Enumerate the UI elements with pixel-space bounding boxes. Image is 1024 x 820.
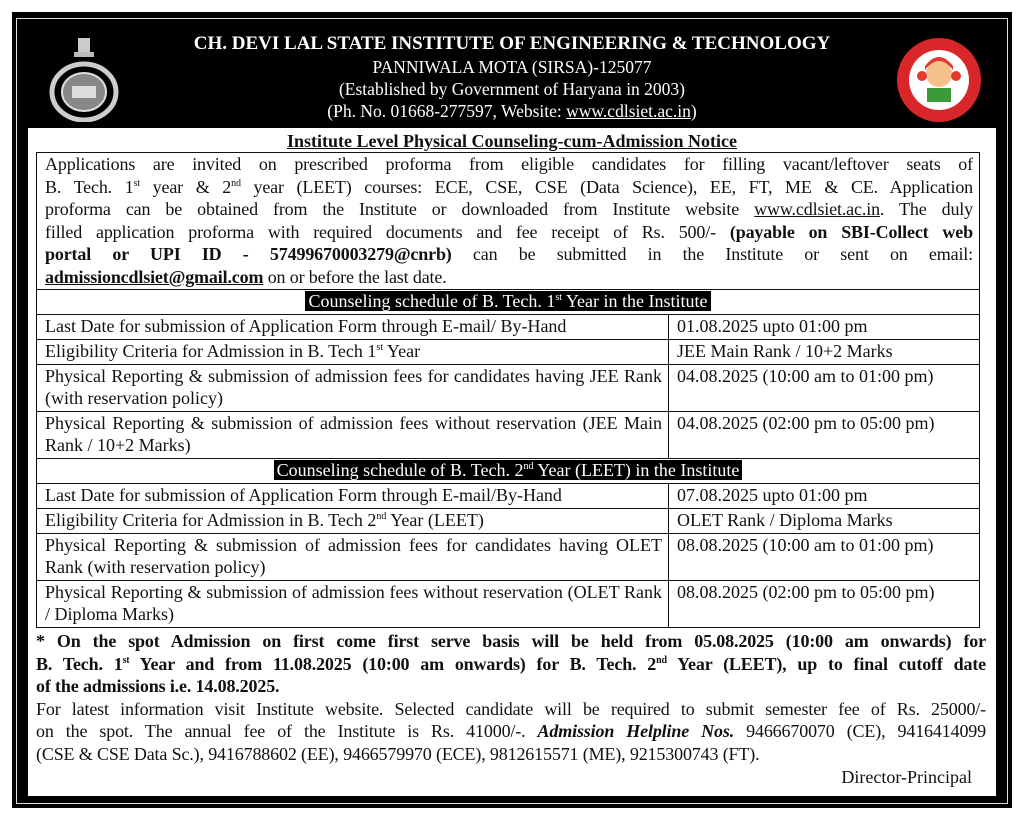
text: Year bbox=[383, 340, 421, 361]
established-note: (Established by Government of Haryana in 2003) bbox=[338, 79, 686, 99]
row-value: 08.08.2025 (10:00 am to 01:00 pm) bbox=[669, 533, 980, 580]
table-row bbox=[37, 508, 980, 533]
schedule-table bbox=[36, 289, 980, 628]
institute-address: PANNIWALA MOTA (SIRSA)-125077 bbox=[372, 57, 652, 77]
notice-box bbox=[36, 152, 980, 628]
row-value: JEE Main Rank / 10+2 Marks bbox=[669, 339, 980, 364]
spot-admission-line: * On the spot Admission on first come first serve basis will be held from 05.08.2025 (10:00 am onwards) for bbox=[36, 631, 986, 651]
text: on the spot. The annual fee of the Institute is Rs. 41000/-. bbox=[36, 721, 538, 742]
text: Year (LEET) bbox=[386, 509, 484, 530]
upi-id: portal or UPI ID - 57499670003279@cnrb) bbox=[45, 244, 452, 265]
text: 9466670070 (CE), 9416414099 bbox=[734, 721, 986, 742]
institute-header bbox=[28, 28, 996, 128]
contact-line bbox=[28, 100, 996, 122]
intro-line: Applications are invited on prescribed proforma from eligible candidates for filling vacant/leftover seats of bbox=[45, 154, 973, 174]
table-row bbox=[37, 580, 980, 627]
row-label bbox=[37, 508, 669, 533]
superscript: nd bbox=[376, 510, 387, 522]
beti-bachao-logo-icon bbox=[894, 36, 984, 124]
text: Counseling schedule of B. Tech. 2 bbox=[276, 459, 524, 480]
row-label bbox=[37, 339, 669, 364]
info-line bbox=[36, 720, 986, 743]
row-value: OLET Rank / Diploma Marks bbox=[669, 508, 980, 533]
row-label: Last Date for submission of Application Form through E-mail/By-Hand bbox=[37, 483, 669, 508]
helpline-label: Admission Helpline Nos. bbox=[537, 721, 735, 742]
table-row bbox=[37, 314, 980, 339]
text: Year (LEET) in the Institute bbox=[533, 459, 740, 480]
superscript: st bbox=[555, 291, 563, 303]
email-link[interactable]: admissioncdlsiet@gmail.com bbox=[45, 266, 264, 287]
text: filled application proforma with required documents and fee receipt of Rs. 500/- bbox=[45, 221, 730, 242]
signature: Director-Principal bbox=[841, 766, 972, 787]
spot-admission-line bbox=[36, 653, 986, 676]
text: B. Tech. 1 bbox=[36, 653, 123, 674]
row-label: Physical Reporting & submission of admission fees for candidates having JEE Rank (with reservation policy) bbox=[37, 364, 669, 411]
superscript: nd bbox=[523, 460, 534, 472]
section-header-year1 bbox=[37, 289, 980, 314]
text: Year and from 11.08.2025 (10:00 am onwards) for B. Tech. 2 bbox=[129, 653, 657, 674]
website-link[interactable]: www.cdlsiet.ac.in bbox=[566, 101, 691, 121]
row-value: 04.08.2025 (02:00 pm to 05:00 pm) bbox=[669, 411, 980, 458]
phone-text: (Ph. No. 01668-277597, Website: bbox=[327, 101, 567, 121]
table-row bbox=[37, 364, 980, 411]
text: proforma can be obtained from the Institute or downloaded from Institute website bbox=[45, 199, 755, 220]
row-value: 01.08.2025 upto 01:00 pm bbox=[669, 314, 980, 339]
superscript: st bbox=[122, 654, 130, 666]
text: Eligibility Criteria for Admission in B. Tech 2 bbox=[45, 509, 377, 530]
institute-name: CH. DEVI LAL STATE INSTITUTE OF ENGINEERING & TECHNOLOGY bbox=[193, 33, 831, 54]
info-line: For latest information visit Institute website. Selected candidate will be required to submit semester fee of Rs. 25000/- bbox=[36, 698, 986, 719]
info-line: (CSE & CSE Data Sc.), 9416788602 (EE), 9466579970 (ECE), 9812615571 (ME), 9215300743 (FT). bbox=[36, 743, 760, 764]
contact-suffix: ) bbox=[690, 101, 697, 121]
row-label: Physical Reporting & submission of admission fees without reservation (JEE Main Rank / 10+2 Marks) bbox=[37, 411, 669, 458]
row-label: Physical Reporting & submission of admission fees for candidates having OLET Rank (with reservation policy) bbox=[37, 533, 669, 580]
table-row bbox=[37, 483, 980, 508]
table-row bbox=[37, 339, 980, 364]
superscript: nd bbox=[656, 654, 667, 666]
row-label: Physical Reporting & submission of admission fees without reservation (OLET Rank / Diploma Marks) bbox=[37, 580, 669, 627]
notice-body bbox=[28, 128, 996, 796]
payment-note: (payable on SBI-Collect web bbox=[729, 221, 973, 242]
text: year (LEET) courses: ECE, CSE, CSE (Data Science), EE, FT, ME & CE. Application bbox=[240, 176, 974, 197]
row-value: 08.08.2025 (02:00 pm to 05:00 pm) bbox=[669, 580, 980, 627]
intro-line bbox=[45, 221, 973, 244]
text: . The duly bbox=[879, 199, 973, 220]
text: Counseling schedule of B. Tech. 1 bbox=[308, 290, 556, 311]
notice-title: Institute Level Physical Counseling-cum-Admission Notice bbox=[287, 131, 737, 151]
table-row bbox=[37, 411, 980, 458]
text: on or before the last date. bbox=[263, 266, 447, 287]
superscript: st bbox=[376, 341, 384, 353]
table-row bbox=[37, 533, 980, 580]
text: Year in the Institute bbox=[562, 290, 708, 311]
intro-paragraph bbox=[36, 152, 980, 289]
intro-line bbox=[45, 243, 973, 266]
row-label: Last Date for submission of Application Form through E-mail/ By-Hand bbox=[37, 314, 669, 339]
intro-line bbox=[45, 266, 973, 289]
notice-footer bbox=[36, 630, 986, 788]
text: Year (LEET), up to final cutoff date bbox=[666, 653, 986, 674]
haryana-emblem-icon bbox=[46, 36, 122, 122]
intro-line bbox=[45, 176, 973, 199]
intro-line bbox=[45, 198, 973, 221]
text: year & 2 bbox=[139, 176, 232, 197]
row-value: 04.08.2025 (10:00 am to 01:00 pm) bbox=[669, 364, 980, 411]
section-header-year2 bbox=[37, 458, 980, 483]
text: Eligibility Criteria for Admission in B. Tech 1 bbox=[45, 340, 377, 361]
superscript: st bbox=[133, 177, 140, 189]
spot-admission-line: of the admissions i.e. 14.08.2025. bbox=[36, 676, 280, 697]
text: B. Tech. 1 bbox=[45, 176, 134, 197]
website-link[interactable]: www.cdlsiet.ac.in bbox=[754, 199, 880, 220]
row-value: 07.08.2025 upto 01:00 pm bbox=[669, 483, 980, 508]
superscript: nd bbox=[231, 177, 241, 189]
text: can be submitted in the Institute or sent on email: bbox=[451, 244, 973, 265]
